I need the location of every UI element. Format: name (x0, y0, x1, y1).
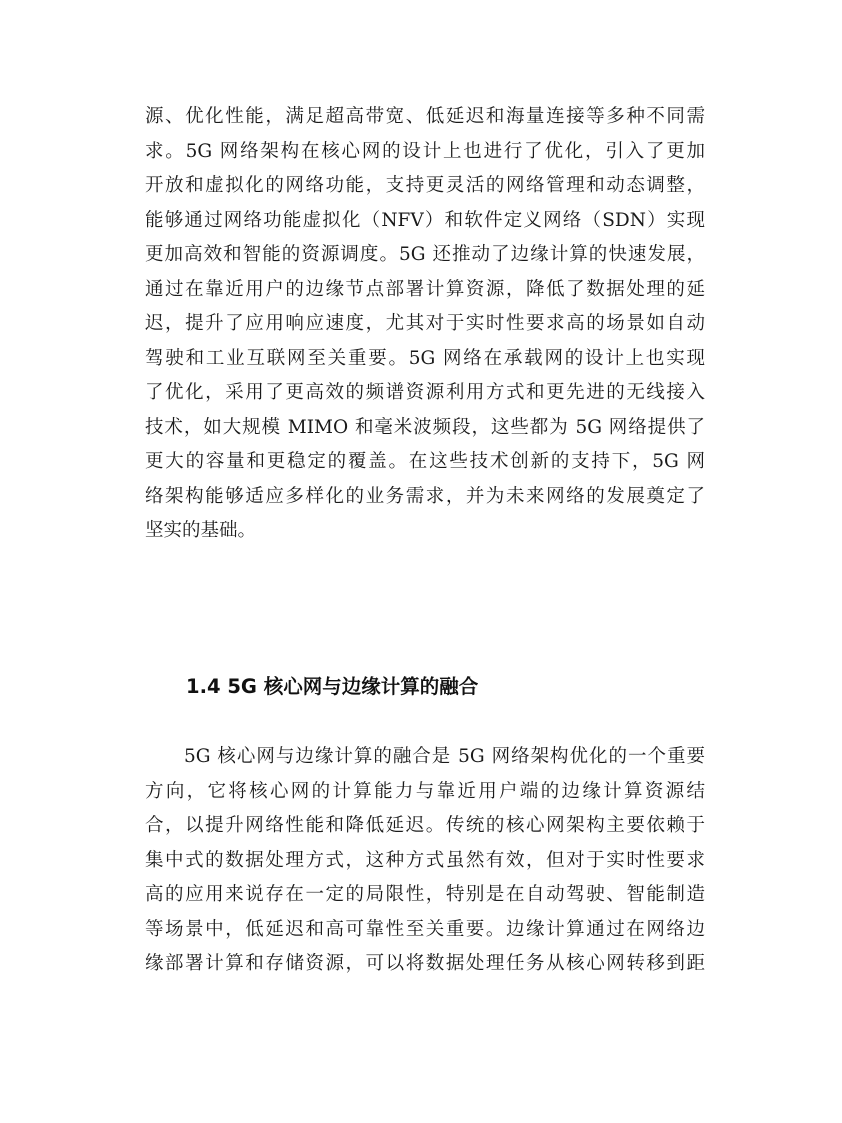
text-line: 了优化，采用了更高效的频谱资源利用方式和更先进的无线接入 (145, 382, 705, 403)
text-line: 等场景中，低延迟和高可靠性至关重要。边缘计算通过在网络边 (145, 918, 705, 940)
text-line: 通过在靠近用户的边缘节点部署计算资源，降低了数据处理的延 (145, 278, 705, 300)
text-line: 开放和虚拟化的网络功能，支持更灵活的网络管理和动态调整， (145, 175, 705, 196)
text-line: 缘部署计算和存储资源，可以将数据处理任务从核心网转移到距 (145, 953, 705, 974)
text-line: 能够通过网络功能虚拟化（NFV）和软件定义网络（SDN）实现 (145, 209, 705, 231)
text-line: 方向，它将核心网的计算能力与靠近用户端的边缘计算资源结 (145, 780, 705, 802)
text-line: 5G 核心网与边缘计算的融合是 5G 网络架构优化的一个重要 (145, 746, 705, 767)
text-line: 集中式的数据处理方式，这种方式虽然有效，但对于实时性要求 (145, 849, 705, 871)
text-line: 络架构能够适应多样化的业务需求，并为未来网络的发展奠定了 (145, 485, 705, 507)
text-line: 源、优化性能，满足超高带宽、低延迟和海量连接等多种不同需 (145, 106, 705, 127)
text-line: 驾驶和工业互联网至关重要。5G 网络在承载网的设计上也实现 (145, 347, 705, 369)
text-line: 合，以提升网络性能和降低延迟。传统的核心网架构主要依赖于 (145, 815, 705, 836)
section-heading: 1.4 5G 核心网与边缘计算的融合 (186, 675, 479, 698)
text-line: 求。5G 网络架构在核心网的设计上也进行了优化，引入了更加 (145, 140, 705, 162)
text-line: 更加高效和智能的资源调度。5G 还推动了边缘计算的快速发展， (145, 244, 705, 265)
text-line: 高的应用来说存在一定的局限性，特别是在自动驾驶、智能制造 (145, 884, 705, 905)
text-line: 更大的容量和更稳定的覆盖。在这些技术创新的支持下，5G 网 (145, 451, 705, 472)
text-line: 迟，提升了应用响应速度，尤其对于实时性要求高的场景如自动 (145, 313, 705, 334)
paragraph-core-edge-fusion (145, 740, 705, 982)
text-line: 坚实的基础。 (145, 520, 257, 541)
text-line: 技术，如大规模 MIMO 和毫米波频段，这些都为 5G 网络提供了 (145, 416, 705, 438)
paragraph-5g-architecture (145, 100, 705, 549)
